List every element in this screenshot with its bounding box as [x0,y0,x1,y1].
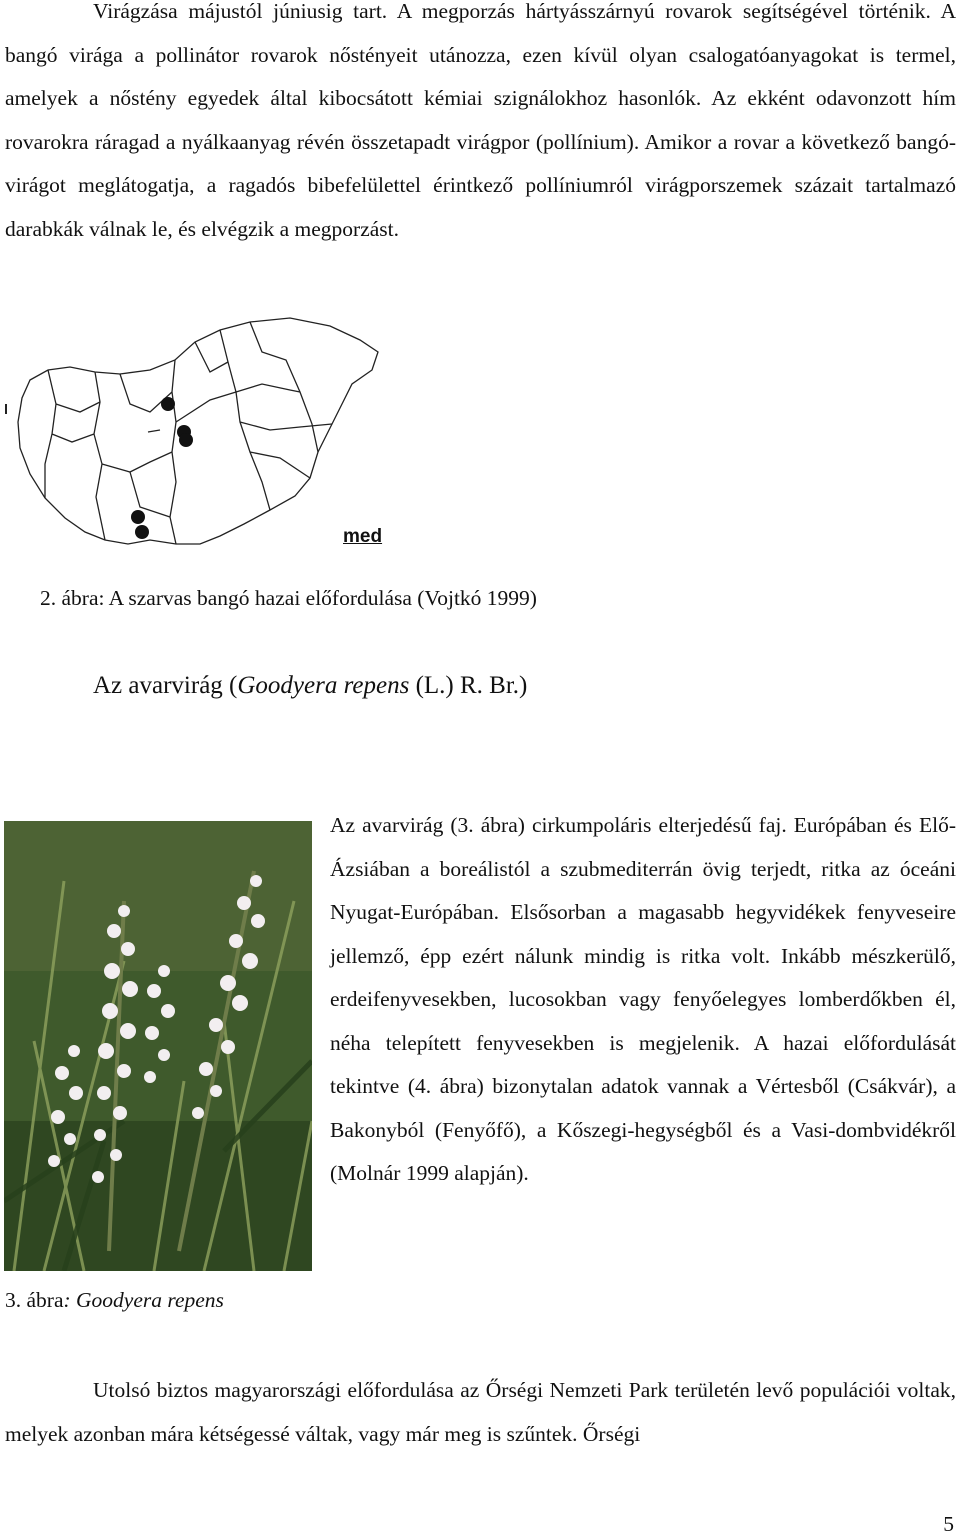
section-title-prefix: Az avarvirág ( [93,672,238,699]
county-border [52,434,94,442]
paragraph-pollination [5,0,956,251]
section-title-species: Goodyera repens [237,672,410,699]
occurrence-dot [161,397,175,411]
county-border [220,330,270,510]
paragraph-pollination-text: Virágzása májustól júniusig tart. A megporzás hártyásszárnyú rovarok segítségével történik. A bangó virága a pollinátor rovarok nőstényeit utánozza, ezen kívül olyan csalogatóanyagokat is termel, amelyek a nőstény egyedek által kibocsátott kémiai szignálokhoz hasonlók. Az ekként odavonzott hím rovarokra ráragad a nyálkaanyag révén összetapadt virágpor (pollínium). Amikor a rovar a következő bangó-virágot meglátogatja, a ragadós bibefelülettel érintkező pollíniumról virágporszemek százait tartalmazó darabkák válnak le, és elvégzik a megporzást. [5,0,956,241]
occurrence-dot [179,433,193,447]
occurrence-dot [135,525,149,539]
country-outline [18,318,378,544]
county-border [102,452,172,472]
county-border [250,322,318,452]
county-border [45,370,56,498]
map-caption: 2. ábra: A szarvas bangó hazai előfordulása (Vojtkó 1999) [40,586,537,610]
orchid-photo-image [4,821,312,1271]
paragraph-distribution: Az avarvirág (3. ábra) cirkumpoláris elterjedésű faj. Európában és Elő-Ázsiában a boreálistól a szubmediterrán övig terjedt, ritka az óceáni Nyugat-Európában. Elsősorban a magasabb hegyvidékek fenyveseire jellemző, épp ezért nálunk mindig is ritka volt. Inkább mészkerülő, erdeifenyvesekben, lucosokban vagy fenyőelegyes lomberdőkben él, néha telepített fenyvesekben is megjelenik. A hazai előfordulását tekintve (4. ábra) bizonytalan adatok vannak a Vértesből (Csákvár), a Bakonyból (Fenyőfő), a Kőszegi-hegységből és a Vasi-dombvidékről (Molnár 1999 alapján). [330,813,956,1185]
distribution-map-figure [0,312,400,572]
map-scale-label: med [343,526,383,547]
county-border [148,430,160,432]
page-number: 5 [943,1512,954,1536]
county-border [195,342,228,372]
county-border [236,384,300,392]
county-border [56,402,100,412]
county-border [130,472,170,517]
goodyera-photo [4,821,312,1271]
paragraph-last-occurrence-text: Utolsó biztos magyarországi előfordulása az Őrségi Nemzeti Park területén levő populációi voltak, melyek azonban mára kétségessé váltak, vagy már meg is szűntek. Őrségi [5,1378,956,1446]
county-border [176,392,236,422]
county-border [240,422,332,430]
hungary-map [0,312,400,572]
occurrence-dot [131,510,145,524]
section-title [93,672,527,700]
county-border [94,372,105,540]
photo-caption [5,1288,224,1313]
paragraph-last-occurrence [5,1369,956,1456]
section-title-suffix: (L.) R. Br.) [409,672,528,699]
photo-caption-prefix: 3. ábra [5,1288,64,1312]
photo-caption-species: : Goodyera repens [63,1288,224,1312]
